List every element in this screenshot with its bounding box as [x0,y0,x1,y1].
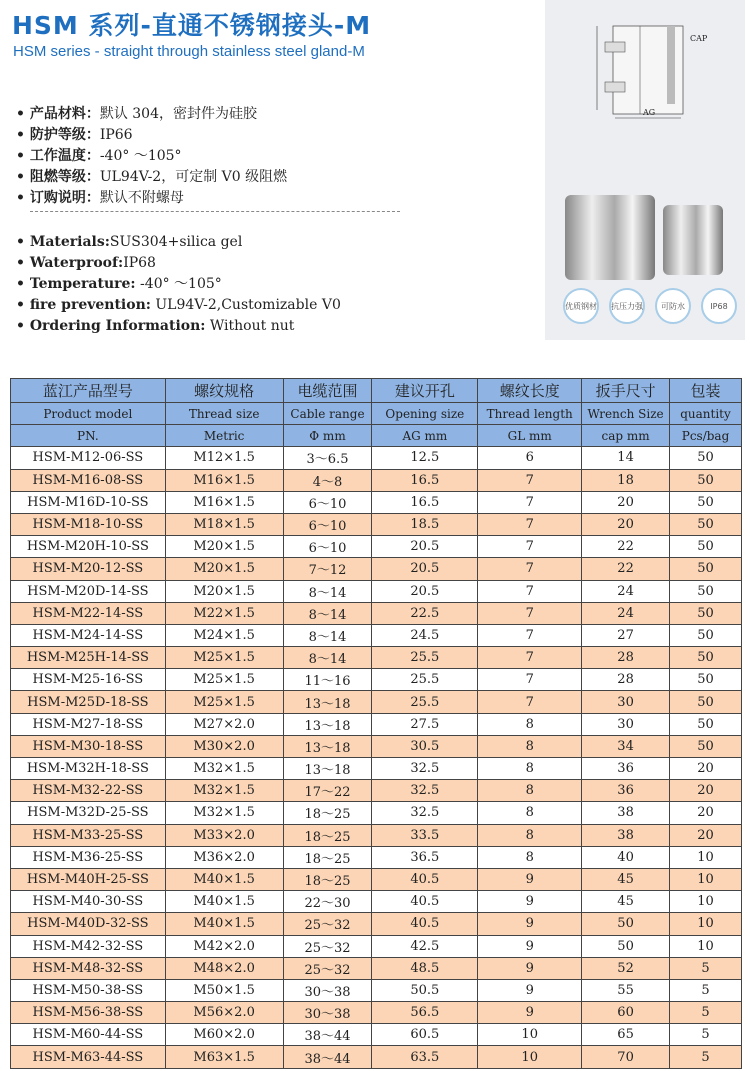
table-cell: 7 [478,624,582,646]
table-row [11,758,742,780]
table-cell: HSM-M32-22-SS [11,780,166,802]
table-cell: HSM-M20-12-SS [11,558,166,580]
spec-label: fire prevention: [29,297,151,313]
table-row [11,624,742,646]
table-cell: HSM-M25D-18-SS [11,691,166,713]
table-cell: 5 [670,1046,742,1068]
table-cell: 8～14 [283,624,372,646]
table-row [11,1024,742,1046]
header-cell: 螺纹规格 [165,379,283,403]
table-cell: 48.5 [372,957,478,979]
table-cell: 7 [478,647,582,669]
table-cell: 25～32 [283,935,372,957]
table-cell: HSM-M12-06-SS [11,447,166,469]
spec-value: -40° ～105° [99,148,182,164]
table-cell: 11～16 [283,669,372,691]
table-cell: 20 [582,491,670,513]
table-cell: 8 [478,758,582,780]
table-cell: 45 [582,891,670,913]
table-cell: M25×1.5 [165,647,283,669]
table-cell: 20.5 [372,536,478,558]
table-cell: M20×1.5 [165,536,283,558]
table-cell: 6～10 [283,536,372,558]
spec-item [16,188,287,209]
feature-badge: 可防水 [655,288,691,324]
table-cell: 8 [478,713,582,735]
table-cell: 22～30 [283,891,372,913]
table-cell: 16.5 [372,469,478,491]
header-cell: Cable range [283,403,372,425]
table-cell: 40.5 [372,868,478,890]
table-cell: 50 [582,935,670,957]
table-cell: 34 [582,735,670,757]
table-cell: 18～25 [283,802,372,824]
table-cell: M60×2.0 [165,1024,283,1046]
spec-value: 默认不附螺母 [99,190,184,206]
table-cell: 10 [670,868,742,890]
product-table [10,378,742,1069]
table-cell: 10 [670,913,742,935]
table-cell: HSM-M40H-25-SS [11,868,166,890]
large-gland-photo [565,195,655,280]
table-cell: 16.5 [372,491,478,513]
table-cell: M56×2.0 [165,1002,283,1024]
spec-label: 工作温度： [29,148,100,164]
table-cell: 24 [582,602,670,624]
table-cell: HSM-M32D-25-SS [11,802,166,824]
table-cell: 14 [582,447,670,469]
header-cell: GL mm [478,425,582,447]
page-title: HSM 系列-直通不锈钢接头-M [12,11,372,40]
table-cell: 12.5 [372,447,478,469]
table-row [11,957,742,979]
table-cell: 20.5 [372,580,478,602]
table-row [11,558,742,580]
table-cell: 7 [478,469,582,491]
table-cell: HSM-M24-14-SS [11,624,166,646]
table-cell: 6 [478,447,582,469]
table-cell: 60.5 [372,1024,478,1046]
divider [30,211,400,212]
table-cell: 5 [670,1024,742,1046]
table-cell: HSM-M60-44-SS [11,1024,166,1046]
table-cell: 10 [478,1046,582,1068]
table-cell: 24 [582,580,670,602]
table-cell: 42.5 [372,935,478,957]
table-cell: 8～14 [283,647,372,669]
spec-label: Waterproof: [29,255,124,271]
header-cell: Φ mm [283,425,372,447]
table-cell: 38 [582,824,670,846]
table-cell: HSM-M30-18-SS [11,735,166,757]
table-row [11,447,742,469]
table-cell: 25.5 [372,647,478,669]
table-row [11,935,742,957]
table-cell: M25×1.5 [165,669,283,691]
spec-item [16,295,341,316]
spec-label: 防护等级： [29,127,100,143]
table-cell: HSM-M20D-14-SS [11,580,166,602]
table-cell: 18～25 [283,846,372,868]
table-cell: HSM-M16-08-SS [11,469,166,491]
table-cell: 50 [670,447,742,469]
table-cell: 45 [582,868,670,890]
table-cell: 25.5 [372,691,478,713]
spec-item [16,274,341,295]
table-cell: 55 [582,979,670,1001]
header-cell: Wrench Size [582,403,670,425]
table-cell: 18～25 [283,868,372,890]
table-cell: 8 [478,824,582,846]
table-cell: 7 [478,513,582,535]
table-cell: HSM-M56-38-SS [11,1002,166,1024]
table-cell: 50.5 [372,979,478,1001]
table-cell: 27 [582,624,670,646]
header-cell: PN. [11,425,166,447]
table-cell: 5 [670,979,742,1001]
table-row [11,913,742,935]
table-cell: 32.5 [372,758,478,780]
table-cell: 9 [478,957,582,979]
table-cell: M48×2.0 [165,957,283,979]
table-cell: 9 [478,979,582,1001]
table-cell: HSM-M20H-10-SS [11,536,166,558]
header-cell: Pcs/bag [670,425,742,447]
table-row [11,491,742,513]
table-cell: 50 [670,580,742,602]
table-cell: 7 [478,536,582,558]
table-cell: HSM-M25-16-SS [11,669,166,691]
spec-item [16,167,287,188]
table-cell: 50 [582,913,670,935]
spec-item [16,125,287,146]
table-cell: 50 [670,469,742,491]
table-cell: 9 [478,891,582,913]
table-cell: HSM-M36-25-SS [11,846,166,868]
table-cell: 20 [670,802,742,824]
table-row [11,846,742,868]
table-cell: HSM-M32H-18-SS [11,758,166,780]
table-cell: HSM-M40D-32-SS [11,913,166,935]
table-cell: 13～18 [283,735,372,757]
table-cell: M32×1.5 [165,780,283,802]
table-cell: 6～10 [283,513,372,535]
spec-label: 订购说明： [29,190,100,206]
table-cell: 17～22 [283,780,372,802]
table-cell: 13～18 [283,691,372,713]
table-cell: 7 [478,669,582,691]
table-cell: 40.5 [372,913,478,935]
table-row [11,780,742,802]
table-cell: 33.5 [372,824,478,846]
spec-value: UL94V-2，可定制 V0 级阻燃 [99,169,288,185]
table-cell: 8～14 [283,602,372,624]
table-cell: HSM-M33-25-SS [11,824,166,846]
spec-value: Without nut [205,318,295,334]
table-cell: 8 [478,846,582,868]
table-row [11,513,742,535]
table-cell: M27×2.0 [165,713,283,735]
table-cell: HSM-M42-32-SS [11,935,166,957]
header-cell: Product model [11,403,166,425]
table-cell: 30 [582,713,670,735]
table-row [11,735,742,757]
table-cell: 7 [478,491,582,513]
header-cell: quantity [670,403,742,425]
table-row [11,602,742,624]
feature-badge: 优质钢材 [563,288,599,324]
table-cell: 20 [670,780,742,802]
spec-label: 阻燃等级： [29,169,100,185]
table-cell: 50 [670,536,742,558]
table-cell: 9 [478,935,582,957]
table-cell: 63.5 [372,1046,478,1068]
table-cell: M42×2.0 [165,935,283,957]
table-row [11,868,742,890]
table-cell: 9 [478,1002,582,1024]
table-cell: 70 [582,1046,670,1068]
table-cell: 8 [478,735,582,757]
header-cell: cap mm [582,425,670,447]
cap-label: CAP [690,34,708,43]
table-cell: 30～38 [283,979,372,1001]
table-cell: 8～14 [283,580,372,602]
table-cell: 3～6.5 [283,447,372,469]
table-cell: M16×1.5 [165,491,283,513]
table-cell: M18×1.5 [165,513,283,535]
table-cell: 50 [670,558,742,580]
spec-label: Ordering Information: [29,318,206,334]
table-cell: 20 [670,758,742,780]
table-cell: M22×1.5 [165,602,283,624]
table-header-row [11,425,742,447]
spec-value: IP66 [99,127,133,143]
spec-value: 默认 304，密封件为硅胶 [99,106,257,122]
header-cell: 螺纹长度 [478,379,582,403]
table-cell: M16×1.5 [165,469,283,491]
table-cell: 10 [478,1024,582,1046]
feature-badge: IP68 [701,288,737,324]
small-gland-photo [663,205,723,275]
page-subtitle: HSM series - straight through stainless steel gland-M [13,43,365,60]
table-cell: M36×2.0 [165,846,283,868]
table-cell: HSM-M27-18-SS [11,713,166,735]
table-cell: 50 [670,735,742,757]
table-cell: 32.5 [372,802,478,824]
table-cell: 5 [670,1002,742,1024]
table-cell: 22 [582,536,670,558]
table-cell: HSM-M48-32-SS [11,957,166,979]
spec-value: SUS304+silica gel [109,234,243,250]
table-row [11,802,742,824]
table-row [11,1046,742,1068]
table-cell: 40 [582,846,670,868]
table-cell: 60 [582,1002,670,1024]
ag-label: AG [643,108,656,117]
spec-item [16,253,341,274]
table-cell: M32×1.5 [165,802,283,824]
table-cell: 9 [478,868,582,890]
table-cell: 50 [670,713,742,735]
table-cell: M25×1.5 [165,691,283,713]
product-image [545,0,745,340]
table-cell: 8 [478,802,582,824]
dimension-diagram [585,20,708,120]
spec-value: -40° ～105° [135,276,222,292]
spec-item [16,316,341,337]
table-cell: 22.5 [372,602,478,624]
header-cell: Thread length [478,403,582,425]
table-row [11,669,742,691]
table-cell: 32.5 [372,780,478,802]
table-cell: 10 [670,935,742,957]
table-cell: 50 [670,669,742,691]
table-cell: 52 [582,957,670,979]
table-row [11,580,742,602]
table-cell: 18～25 [283,824,372,846]
table-cell: M32×1.5 [165,758,283,780]
table-cell: 10 [670,891,742,913]
table-cell: 8 [478,780,582,802]
header-cell: 蓝江产品型号 [11,379,166,403]
table-cell: M12×1.5 [165,447,283,469]
table-cell: M40×1.5 [165,913,283,935]
table-cell: 36.5 [372,846,478,868]
table-cell: 36 [582,758,670,780]
table-cell: M50×1.5 [165,979,283,1001]
table-cell: HSM-M25H-14-SS [11,647,166,669]
table-cell: 18.5 [372,513,478,535]
header-cell: 包装 [670,379,742,403]
table-cell: 25.5 [372,669,478,691]
spec-item [16,146,287,167]
table-cell: 38～44 [283,1046,372,1068]
table-row [11,824,742,846]
table-cell: 24.5 [372,624,478,646]
table-cell: M63×1.5 [165,1046,283,1068]
table-cell: 50 [670,647,742,669]
table-cell: 50 [670,691,742,713]
table-cell: 18 [582,469,670,491]
table-cell: 30.5 [372,735,478,757]
table-row [11,1002,742,1024]
table-row [11,979,742,1001]
table-header-row [11,403,742,425]
table-cell: M40×1.5 [165,868,283,890]
table-cell: 7～12 [283,558,372,580]
table-cell: 13～18 [283,713,372,735]
table-row [11,536,742,558]
table-cell: 5 [670,957,742,979]
feature-badge: 抗压力强 [609,288,645,324]
table-cell: HSM-M18-10-SS [11,513,166,535]
table-cell: 38 [582,802,670,824]
table-cell: 22 [582,558,670,580]
table-cell: HSM-M40-30-SS [11,891,166,913]
table-cell: 25～32 [283,957,372,979]
table-cell: M24×1.5 [165,624,283,646]
table-cell: 40.5 [372,891,478,913]
table-cell: 9 [478,913,582,935]
table-row [11,891,742,913]
header-cell: 扳手尺寸 [582,379,670,403]
table-cell: M20×1.5 [165,558,283,580]
table-cell: HSM-M22-14-SS [11,602,166,624]
spec-value: UL94V-2,Customizable V0 [150,297,341,313]
table-cell: HSM-M16D-10-SS [11,491,166,513]
table-cell: 4～8 [283,469,372,491]
header-cell: AG mm [372,425,478,447]
table-cell: 50 [670,624,742,646]
table-cell: HSM-M63-44-SS [11,1046,166,1068]
table-cell: 50 [670,491,742,513]
table-cell: 30～38 [283,1002,372,1024]
table-cell: 7 [478,580,582,602]
spec-item [16,104,287,125]
table-row [11,691,742,713]
header-cell: 建议开孔 [372,379,478,403]
table-cell: 38～44 [283,1024,372,1046]
table-cell: 20 [582,513,670,535]
table-row [11,469,742,491]
table-row [11,647,742,669]
spec-list-cn [16,104,287,209]
table-cell: 20.5 [372,558,478,580]
table-cell: 27.5 [372,713,478,735]
table-cell: 36 [582,780,670,802]
table-cell: HSM-M50-38-SS [11,979,166,1001]
table-cell: M33×2.0 [165,824,283,846]
table-cell: 6～10 [283,491,372,513]
table-cell: 50 [670,513,742,535]
table-cell: 7 [478,691,582,713]
table-cell: M40×1.5 [165,891,283,913]
table-cell: 20 [670,824,742,846]
table-cell: 28 [582,669,670,691]
header-cell: Thread size [165,403,283,425]
table-cell: M20×1.5 [165,580,283,602]
spec-label: 产品材料： [29,106,100,122]
table-cell: 7 [478,558,582,580]
spec-label: Materials: [29,234,110,250]
table-cell: 13～18 [283,758,372,780]
table-cell: M30×2.0 [165,735,283,757]
table-cell: 10 [670,846,742,868]
table-cell: 7 [478,602,582,624]
header-cell: 电缆范围 [283,379,372,403]
table-cell: 65 [582,1024,670,1046]
header-cell: Opening size [372,403,478,425]
spec-item [16,232,341,253]
table-cell: 56.5 [372,1002,478,1024]
table-cell: 25～32 [283,913,372,935]
header-cell: Metric [165,425,283,447]
spec-list-en [16,232,341,337]
table-header-row [11,379,742,403]
spec-label: Temperature: [29,276,136,292]
spec-value: IP68 [123,255,156,271]
table-cell: 30 [582,691,670,713]
table-cell: 28 [582,647,670,669]
table-row [11,713,742,735]
table-cell: 50 [670,602,742,624]
